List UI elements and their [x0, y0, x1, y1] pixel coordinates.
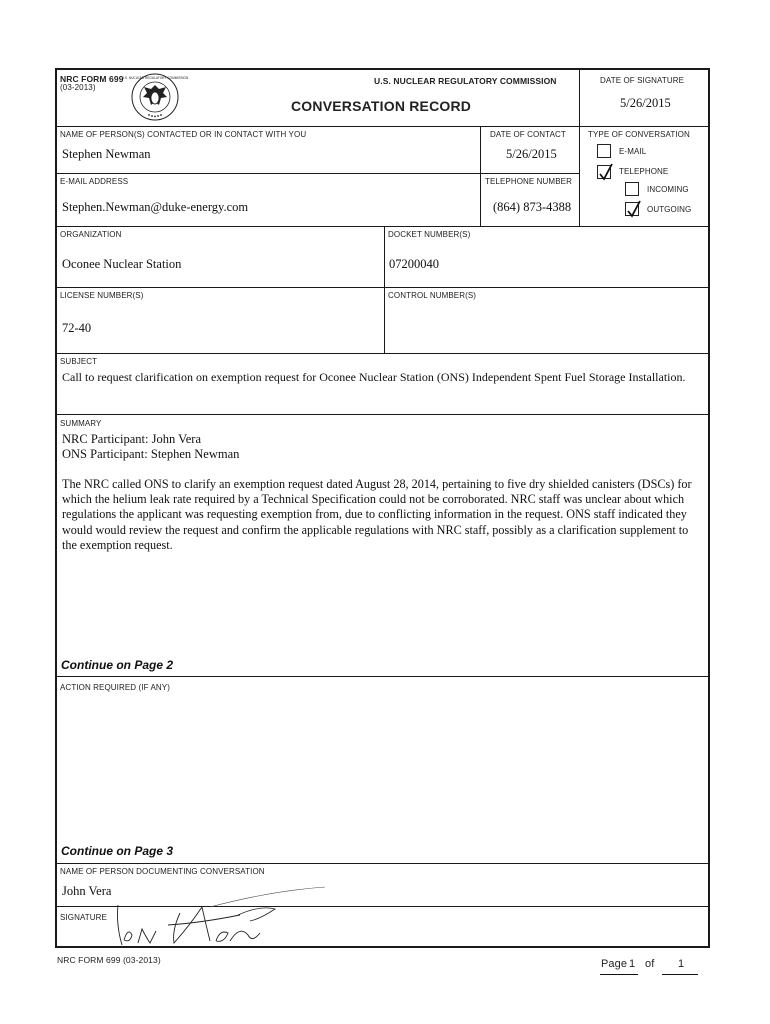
signature-label: SIGNATURE: [60, 913, 107, 922]
license-value[interactable]: 72-40: [62, 321, 92, 335]
ons-participant: ONS Participant: Stephen Newman: [62, 447, 240, 461]
email-address-label: E-MAIL ADDRESS: [60, 177, 129, 186]
page-total-line: [662, 974, 698, 975]
action-required-cell: [57, 676, 708, 863]
summary-cell: [57, 414, 708, 676]
handwritten-signature: [110, 885, 340, 955]
organization-cell: [57, 226, 385, 287]
date-of-contact-cell: [481, 126, 580, 173]
conversation-type-cell: [580, 126, 708, 226]
telephone-checkbox[interactable]: [597, 165, 611, 179]
telephone-number-cell: [481, 173, 580, 226]
subject-value[interactable]: Call to request clarification on exemption request for Oconee Nuclear Station (ONS) Independent Spent Fuel Storage Installation.: [62, 370, 686, 384]
incoming-checkbox[interactable]: [625, 182, 639, 196]
form-id: NRC FORM 699: [60, 74, 124, 84]
date-of-contact-label: DATE OF CONTACT: [490, 130, 566, 139]
contact-name-value[interactable]: Stephen Newman: [62, 147, 151, 161]
svg-text:U.S. NUCLEAR REGULATORY COMMIS: U.S. NUCLEAR REGULATORY COMMISSION: [121, 76, 189, 80]
docket-value[interactable]: 07200040: [389, 257, 439, 271]
continue-page-2: Continue on Page 2: [61, 658, 174, 672]
page-word: Page: [601, 958, 628, 970]
control-label: CONTROL NUMBER(S): [388, 291, 477, 300]
email-address-value[interactable]: Stephen.Newman@duke-energy.com: [62, 200, 249, 214]
footer-form-ref: NRC FORM 699 (03-2013): [57, 955, 161, 965]
documenter-label: NAME OF PERSON DOCUMENTING CONVERSATION: [60, 867, 265, 876]
conversation-type-label: TYPE OF CONVERSATION: [588, 130, 690, 139]
docket-cell: [385, 226, 708, 287]
header-block: [57, 70, 580, 126]
page-title: CONVERSATION RECORD: [291, 98, 472, 114]
check-mark-icon: [626, 199, 642, 219]
telephone-option-label: TELEPHONE: [619, 167, 669, 176]
telephone-number-value[interactable]: (864) 873-4388: [493, 200, 572, 214]
contact-name-cell: [57, 126, 481, 173]
page-total: 1: [678, 958, 685, 970]
action-required-label: ACTION REQUIRED (IF ANY): [60, 683, 170, 692]
continue-page-3: Continue on Page 3: [61, 844, 174, 858]
license-label: LICENSE NUMBER(S): [60, 291, 144, 300]
date-of-signature-label: DATE OF SIGNATURE: [600, 76, 685, 85]
check-mark-icon: [598, 162, 614, 182]
outgoing-checkbox[interactable]: [625, 202, 639, 216]
page-number: 1: [629, 958, 636, 970]
organization-label: ORGANIZATION: [60, 230, 122, 239]
license-cell: [57, 287, 385, 353]
summary-body[interactable]: The NRC called ONS to clarify an exemption request dated August 28, 2014, pertaining to five dry shielded canisters (DSCs) for which the helium leak rate required by a Technical Specification could not be corroborated. NRC staff was unclear about which regulations the applicant was requesting exemption from, due to conflicting information in the request. ONS staff indicated they would would review the request and confirm the applicable regulations with NRC staff, possibly as a clarification supplement to the exemption request.: [62, 477, 692, 552]
date-of-signature-cell: [580, 70, 708, 126]
control-cell: [385, 287, 708, 353]
outgoing-option-label: OUTGOING: [647, 205, 692, 214]
contact-name-label: NAME OF PERSON(S) CONTACTED OR IN CONTACT WITH YOU: [60, 130, 307, 139]
subject-label: SUBJECT: [60, 357, 98, 366]
organization-value[interactable]: Oconee Nuclear Station: [62, 257, 182, 271]
nrc-seal-logo: [121, 72, 189, 122]
conversation-record-form: [55, 68, 710, 948]
email-address-cell: [57, 173, 481, 226]
of-word: of: [645, 958, 655, 970]
form-revision: (03-2013): [60, 83, 96, 92]
documenter-value[interactable]: John Vera: [62, 884, 112, 898]
date-of-contact-value[interactable]: 5/26/2015: [506, 147, 557, 161]
date-of-signature-value[interactable]: 5/26/2015: [620, 96, 671, 110]
summary-label: SUMMARY: [60, 419, 102, 428]
nrc-participant: NRC Participant: John Vera: [62, 432, 201, 446]
agency-name: U.S. NUCLEAR REGULATORY COMMISSION: [374, 76, 557, 86]
docket-label: DOCKET NUMBER(S): [388, 230, 471, 239]
email-option-label: E-MAIL: [619, 147, 647, 156]
email-checkbox[interactable]: [597, 144, 611, 158]
page-number-line: [600, 974, 638, 975]
telephone-number-label: TELEPHONE NUMBER: [485, 177, 572, 186]
incoming-option-label: INCOMING: [647, 185, 689, 194]
subject-cell: [57, 353, 708, 414]
